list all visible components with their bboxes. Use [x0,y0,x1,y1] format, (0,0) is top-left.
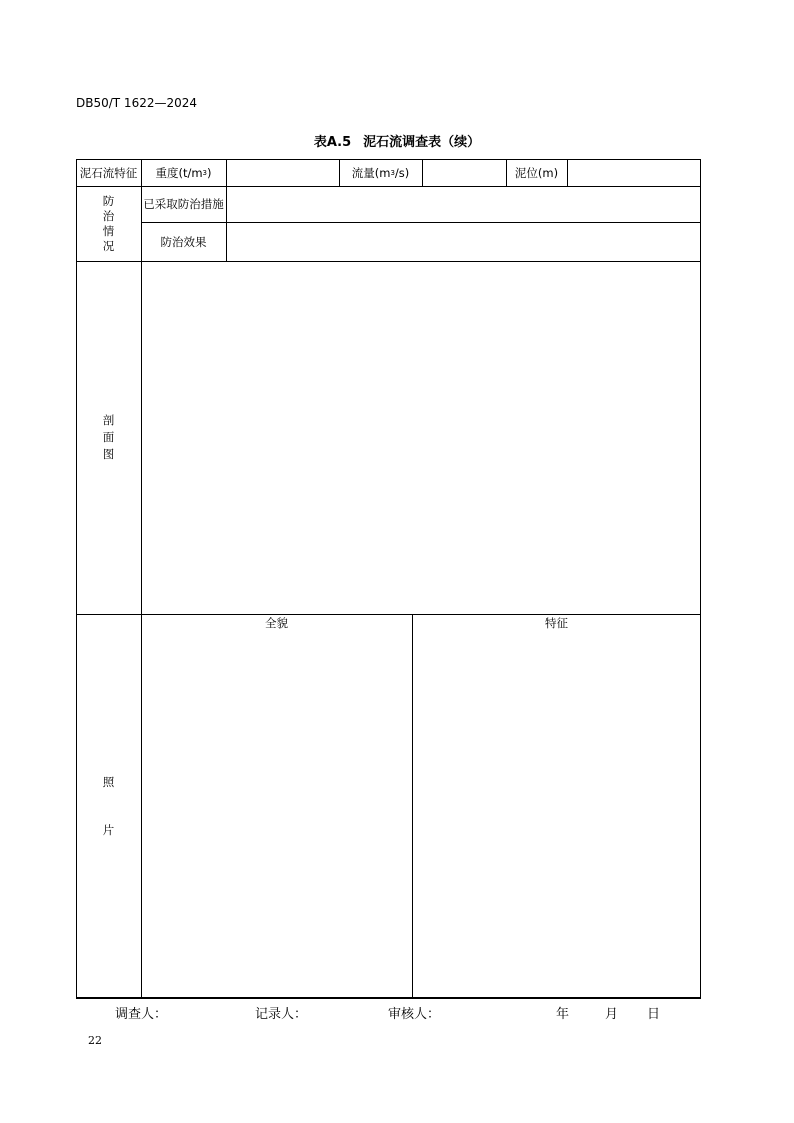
investigator-label: 调查人： [115,1007,168,1022]
recorder-label: 记录人： [255,1007,308,1022]
flow-label-text: 流量(m [351,165,391,180]
measures-taken-field[interactable] [226,186,701,222]
flow-value-field[interactable] [422,159,506,186]
debris-flow-feature-label: 泥石流特征 [79,165,138,180]
vertical-char: 情 [102,223,115,238]
vertical-char: 治 [102,208,115,223]
vertical-char: 片 [102,823,115,837]
prevention-effect-field[interactable] [226,222,701,261]
vertical-char: 防 [102,193,115,208]
flow-label: 流量(m 3 /s) [351,165,410,180]
overview-photo-area[interactable] [141,614,412,999]
vertical-char: 照 [102,775,115,789]
reviewer-label: 审核人： [388,1007,441,1022]
feature-photo-label: 特征 [545,616,568,630]
table-number: 表A.5 [313,135,352,150]
vertical-char: 剖 [102,413,115,427]
overview-photo-label: 全貌 [265,616,288,630]
profile-label [76,261,141,614]
vertical-char: 图 [102,447,115,461]
table-title-text: 泥石流调查表（续） [363,135,481,150]
vertical-char: 面 [102,430,115,444]
mud-level-value-field[interactable] [567,159,701,186]
debris-flow-survey-form [76,159,701,999]
profile-drawing-area[interactable] [141,261,701,614]
mud-level-label: 泥位(m) [514,165,559,180]
density-label-text: 重度(t/m [155,165,203,180]
density-label: 重度(t/m 3 ) [155,165,212,180]
flow-label-suffix: /s) [394,165,410,180]
page-number: 22 [88,1034,102,1047]
day-label: 日 [647,1007,661,1022]
month-label: 月 [605,1007,619,1022]
prevention-effect-label: 防治效果 [160,234,207,249]
measures-taken-label: 已采取防治措施 [143,197,224,211]
density-label-suffix: ) [207,165,212,180]
document-code: DB50/T 1622—2024 [76,96,198,110]
table-title [0,131,794,150]
prevention-status-label [76,186,141,261]
feature-photo-area[interactable] [412,614,701,999]
photos-label [76,614,141,999]
density-value-field[interactable] [226,159,339,186]
year-label: 年 [556,1007,570,1022]
vertical-char: 况 [102,238,115,253]
